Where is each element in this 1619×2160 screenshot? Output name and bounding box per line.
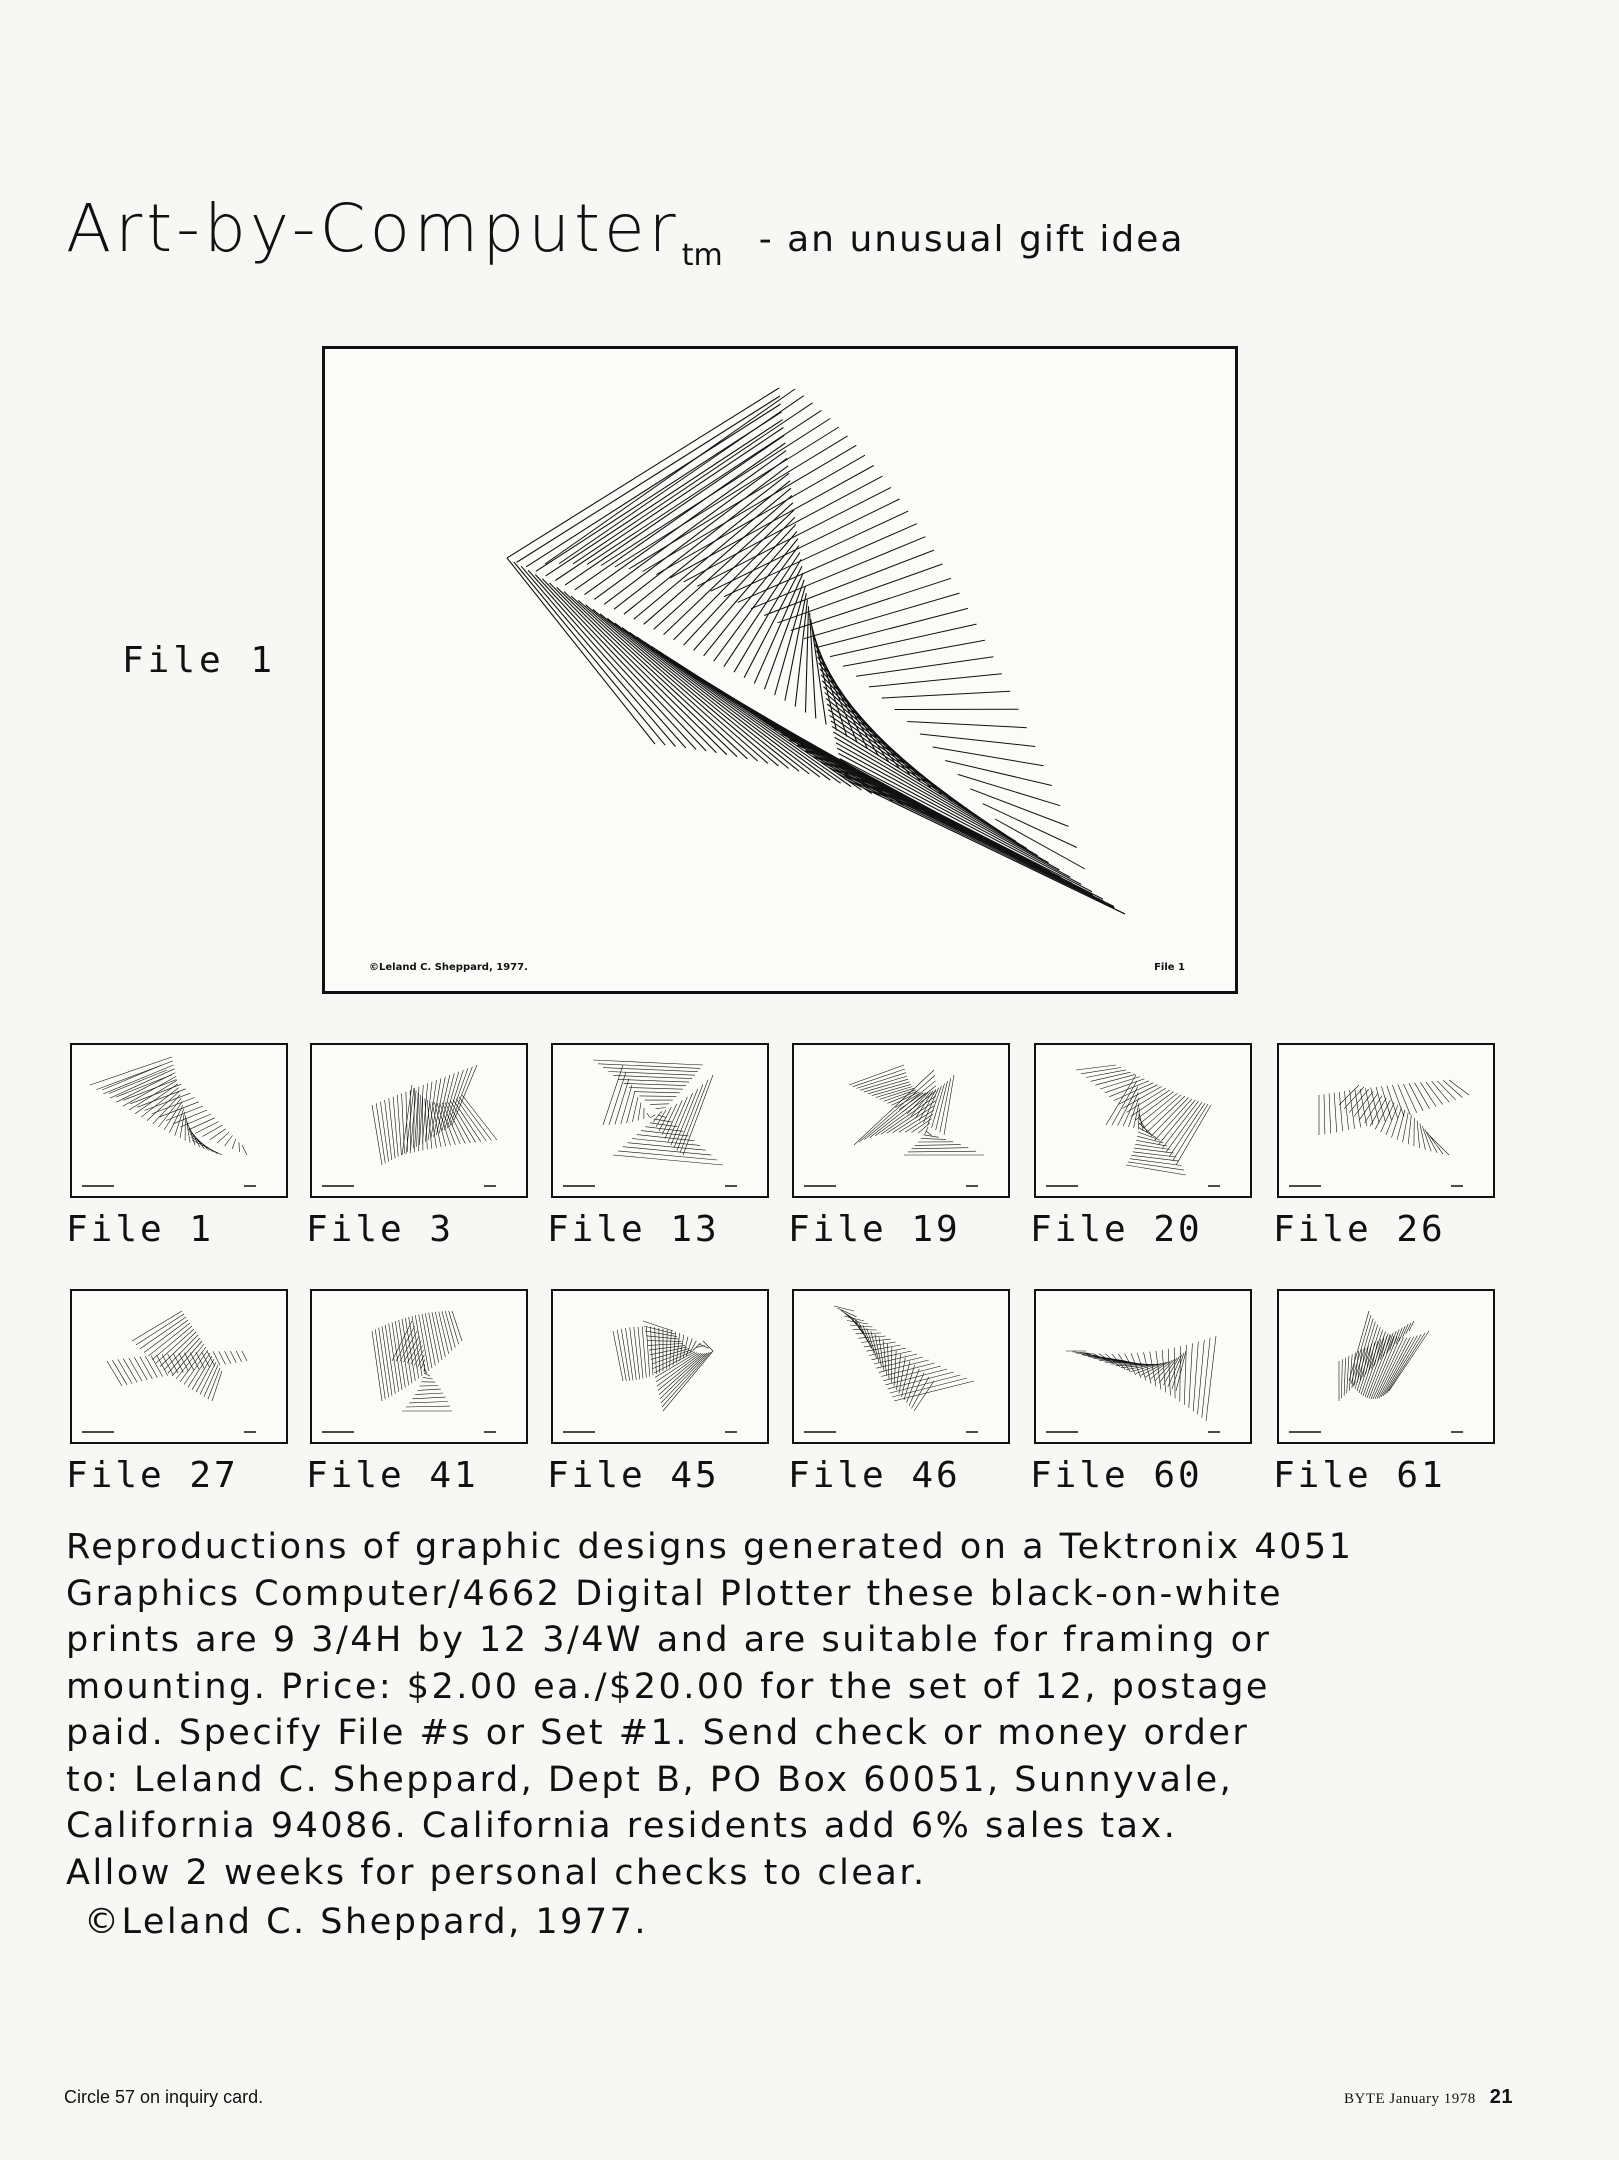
- title-subtitle: - an unusual gift idea: [758, 219, 1185, 260]
- thumbnail-art: [553, 1291, 767, 1442]
- string-family: [507, 558, 1125, 914]
- thumbnail-art: [794, 1045, 1008, 1196]
- thumbnail-label: File 19: [788, 1209, 961, 1250]
- description-line: California 94086. California residents add 6% sales tax.: [66, 1806, 1178, 1846]
- thumbnail-print: [1034, 1289, 1252, 1444]
- thumbnail-print: [792, 1043, 1010, 1198]
- thumbnail-art: [312, 1045, 526, 1196]
- page-footer: [1344, 2086, 1513, 2109]
- description-line: prints are 9 3/4H by 12 3/4W and are suitable for framing or: [66, 1620, 1272, 1660]
- string-family: [849, 1065, 954, 1135]
- string-family: [643, 1321, 713, 1411]
- feature-file-label: File 1: [1154, 962, 1185, 973]
- description-line: Reproductions of graphic designs generated on a Tektronix 4051: [66, 1527, 1354, 1567]
- page-title: [66, 190, 1184, 273]
- thumbnail-print: [310, 1289, 528, 1444]
- thumbnail-label: File 46: [788, 1455, 961, 1496]
- page-number: 21: [1489, 2086, 1513, 2108]
- thumbnail-label: File 3: [306, 1209, 455, 1250]
- feature-print: [322, 346, 1238, 994]
- string-family: [372, 1065, 477, 1165]
- thumbnail-art: [72, 1045, 286, 1196]
- thumbnail-print: [551, 1043, 769, 1198]
- feature-string-art: [325, 349, 1235, 991]
- thumbnail-art: [1036, 1291, 1250, 1442]
- string-family: [844, 1316, 974, 1401]
- thumbnail-print: [1277, 1289, 1495, 1444]
- thumbnail-print: [792, 1289, 1010, 1444]
- thumbnail-art: [794, 1291, 1008, 1442]
- thumbnail-art: [312, 1291, 526, 1442]
- trademark-mark: tm: [681, 238, 723, 273]
- description-copyright: ©Leland C. Sheppard, 1977.: [84, 1902, 649, 1942]
- feature-side-label: File 1: [122, 640, 277, 681]
- thumbnail-print: [551, 1289, 769, 1444]
- string-family: [102, 1065, 247, 1155]
- string-family: [402, 1085, 497, 1155]
- description-text: [66, 1524, 1526, 1896]
- thumbnail-art: [1279, 1045, 1493, 1196]
- string-family: [1076, 1065, 1211, 1165]
- description-line: Graphics Computer/4662 Digital Plotter these black-on-white: [66, 1573, 1284, 1614]
- thumbnail-art: [1279, 1291, 1493, 1442]
- thumbnail-label: File 20: [1030, 1209, 1203, 1250]
- thumbnail-print: [1277, 1043, 1495, 1198]
- string-family: [603, 1065, 713, 1155]
- thumbnail-label: File 45: [547, 1455, 720, 1496]
- thumbnail-label: File 60: [1030, 1455, 1203, 1496]
- thumbnail-label: File 1: [66, 1209, 215, 1250]
- thumbnail-label: File 41: [306, 1455, 479, 1496]
- thumbnail-art: [553, 1045, 767, 1196]
- string-family: [1319, 1080, 1469, 1135]
- inquiry-note: Circle 57 on inquiry card.: [64, 2087, 264, 2107]
- thumbnail-print: [1034, 1043, 1252, 1198]
- thumbnail-print: [70, 1289, 288, 1444]
- description-line: to: Leland C. Sheppard, Dept B, PO Box 60051, Sunnyvale,: [66, 1759, 1234, 1800]
- description-line: Allow 2 weeks for personal checks to clear.: [66, 1852, 927, 1893]
- string-family: [1106, 1075, 1186, 1175]
- magazine-issue: BYTE January 1978: [1343, 2091, 1476, 2107]
- feature-copyright: ©Leland C. Sheppard, 1977.: [369, 962, 528, 973]
- thumbnail-label: File 26: [1273, 1209, 1446, 1250]
- title-main: Art-by-Computer: [66, 190, 680, 267]
- string-family: [834, 1306, 934, 1411]
- string-family: [1066, 1336, 1216, 1421]
- string-family: [545, 389, 1085, 869]
- thumbnail-print: [70, 1043, 288, 1198]
- thumbnail-art: [72, 1291, 286, 1442]
- thumbnail-print: [310, 1043, 528, 1198]
- description-line: mounting. Price: $2.00 ea./$20.00 for the set of 12, postage: [66, 1666, 1270, 1707]
- thumbnail-label: File 13: [547, 1209, 720, 1250]
- string-family: [593, 1060, 723, 1165]
- string-family: [372, 1311, 462, 1401]
- thumbnail-label: File 27: [66, 1455, 239, 1496]
- thumbnail-art: [1036, 1045, 1250, 1196]
- description-line: paid. Specify File #s or Set #1. Send check or money order: [66, 1713, 1250, 1753]
- thumbnail-label: File 61: [1273, 1455, 1446, 1496]
